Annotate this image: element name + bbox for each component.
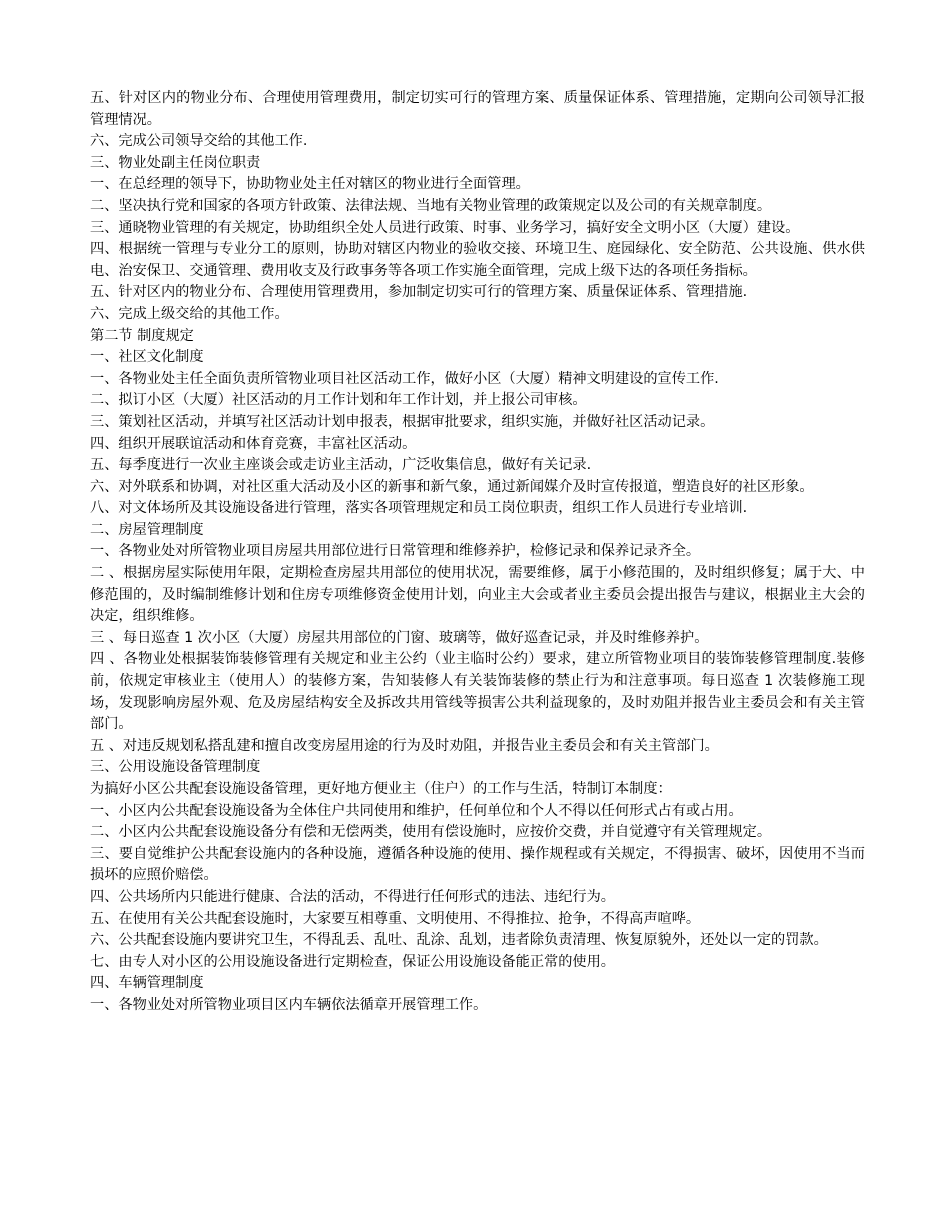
- paragraph: 三、策划社区活动，并填写社区活动计划申报表，根据审批要求，组织实施，并做好社区活动记录。: [90, 413, 715, 430]
- paragraph: 一、小区内公共配套设施设备为全体住户共同使用和维护，任何单位和个人不得以任何形式占有或占用。: [90, 802, 743, 819]
- section-heading: 一、社区文化制度: [90, 349, 204, 366]
- paragraph: 一、各物业处对所管物业项目房屋共用部位进行日常管理和维修养护，检修记录和保养记录齐全。: [90, 543, 701, 560]
- paragraph: 一、各物业处主任全面负责所管物业项目社区活动工作，做好小区（大厦）精神文明建设的宣传工作.: [90, 370, 719, 387]
- section-heading: 四、车辆管理制度: [90, 975, 204, 992]
- paragraph: 三 、每日巡查 1 次小区（大厦）房屋共用部位的门窗、玻璃等，做好巡查记录，并及时维修养护。: [90, 629, 709, 646]
- paragraph: 六、完成上级交给的其他工作。: [90, 305, 289, 322]
- paragraph: 八、对文体场所及其设施设备进行管理，落实各项管理规定和员工岗位职责，组织工作人员进行专业培训.: [90, 500, 748, 517]
- paragraph: 七、由专人对小区的公用设施设备进行定期检查，保证公用设施设备能正常的使用。: [90, 953, 615, 970]
- paragraph: 四、公共场所内只能进行健康、合法的活动，不得进行任何形式的违法、违纪行为。: [90, 888, 615, 905]
- section-heading: 三、物业处副主任岗位职责: [90, 154, 261, 171]
- paragraph: 五、针对区内的物业分布、合理使用管理费用，参加制定切实可行的管理方案、质量保证体系、管理措施.: [90, 284, 748, 301]
- paragraph: 四、组织开展联谊活动和体育竞赛，丰富社区活动。: [90, 435, 417, 452]
- paragraph: 五 、对违反规划私搭乱建和擅自改变房屋用途的行为及时劝阻，并报告业主委员会和有关主管部门。: [90, 737, 719, 754]
- paragraph: 为搞好小区公共配套设施设备管理，更好地方便业主（住户）的工作与生活，特制订本制度：: [90, 781, 672, 797]
- chapter-heading: 第二节 制度规定: [90, 327, 194, 344]
- paragraph: 三、要自觉维护公共配套设施内的各种设施，遵循各种设施的使用、操作规程或有关规定，不得损害、破坏，因使用不当而损坏的应照价赔偿。: [90, 845, 865, 884]
- paragraph: 六、对外联系和协调，对社区重大活动及小区的新事和新气象，通过新闻媒介及时宣传报道，塑造良好的社区形象。: [90, 478, 814, 495]
- paragraph: 二、拟订小区（大厦）社区活动的月工作计划和年工作计划，并上报公司审核。: [90, 392, 587, 409]
- paragraph: 五、在使用有关公共配套设施时，大家要互相尊重、文明使用、不得推拉、抢争，不得高声喧哗。: [90, 910, 701, 927]
- paragraph: 五、每季度进行一次业主座谈会或走访业主活动，广泛收集信息，做好有关记录.: [90, 457, 592, 474]
- paragraph: 二、坚决执行党和国家的各项方针政策、法律法规、当地有关物业管理的政策规定以及公司的有关规章制度。: [90, 197, 772, 214]
- paragraph: 二、小区内公共配套设施设备分有偿和无偿两类，使用有偿设施时，应按价交费，并自觉遵守有关管理规定。: [90, 824, 772, 841]
- paragraph: 三、通晓物业管理的有关规定，协助组织全处人员进行政策、时事、业务学习，搞好安全文明小区（大厦）建设。: [90, 219, 800, 236]
- paragraph: 一、在总经理的领导下，协助物业处主任对辖区的物业进行全面管理。: [90, 176, 530, 193]
- paragraph: 一、各物业处对所管物业项目区内车辆依法循章开展管理工作。: [90, 996, 488, 1013]
- document-body: [90, 88, 865, 1017]
- section-heading: 二、房屋管理制度: [90, 521, 204, 538]
- paragraph: 四 、各物业处根据装饰装修管理有关规定和业主公约（业主临时公约）要求，建立所管物业项目的装饰装修管理制度.装修前，依规定审核业主（使用人）的装修方案，告知装修人有关装饰装修的禁止行为和注意事项。每日巡查 1 次装修施工现场，发现影响房屋外观、危及房屋结构安全及拆改共用管线等损害公共利益现象的，及时劝阻并报告业主委员会和有关主管部门。: [90, 651, 865, 733]
- section-heading: 三、公用设施设备管理制度: [90, 759, 261, 776]
- paragraph: 二 、根据房屋实际使用年限，定期检查房屋共用部位的使用状况，需要维修，属于小修范围的，及时组织修复；属于大、中修范围的，及时编制维修计划和住房专项维修资金使用计划，向业主大会或者业主委员会提出报告与建议，根据业主大会的决定，组织维修。: [90, 565, 865, 625]
- paragraph: 六、公共配套设施内要讲究卫生，不得乱丢、乱吐、乱涂、乱划，违者除负责清理、恢复原貌外，还处以一定的罚款。: [90, 932, 828, 949]
- paragraph: 五、针对区内的物业分布、合理使用管理费用，制定切实可行的管理方案、质量保证体系、管理措施，定期向公司领导汇报管理情况。: [90, 90, 865, 128]
- paragraph: 六、完成公司领导交给的其他工作.: [90, 133, 308, 150]
- paragraph: 四、根据统一管理与专业分工的原则，协助对辖区内物业的验收交接、环境卫生、庭园绿化、安全防范、公共设施、供水供电、治安保卫、交通管理、费用收支及行政事务等各项工作实施全面管理，完成上级下达的各项任务指标。: [90, 241, 865, 279]
